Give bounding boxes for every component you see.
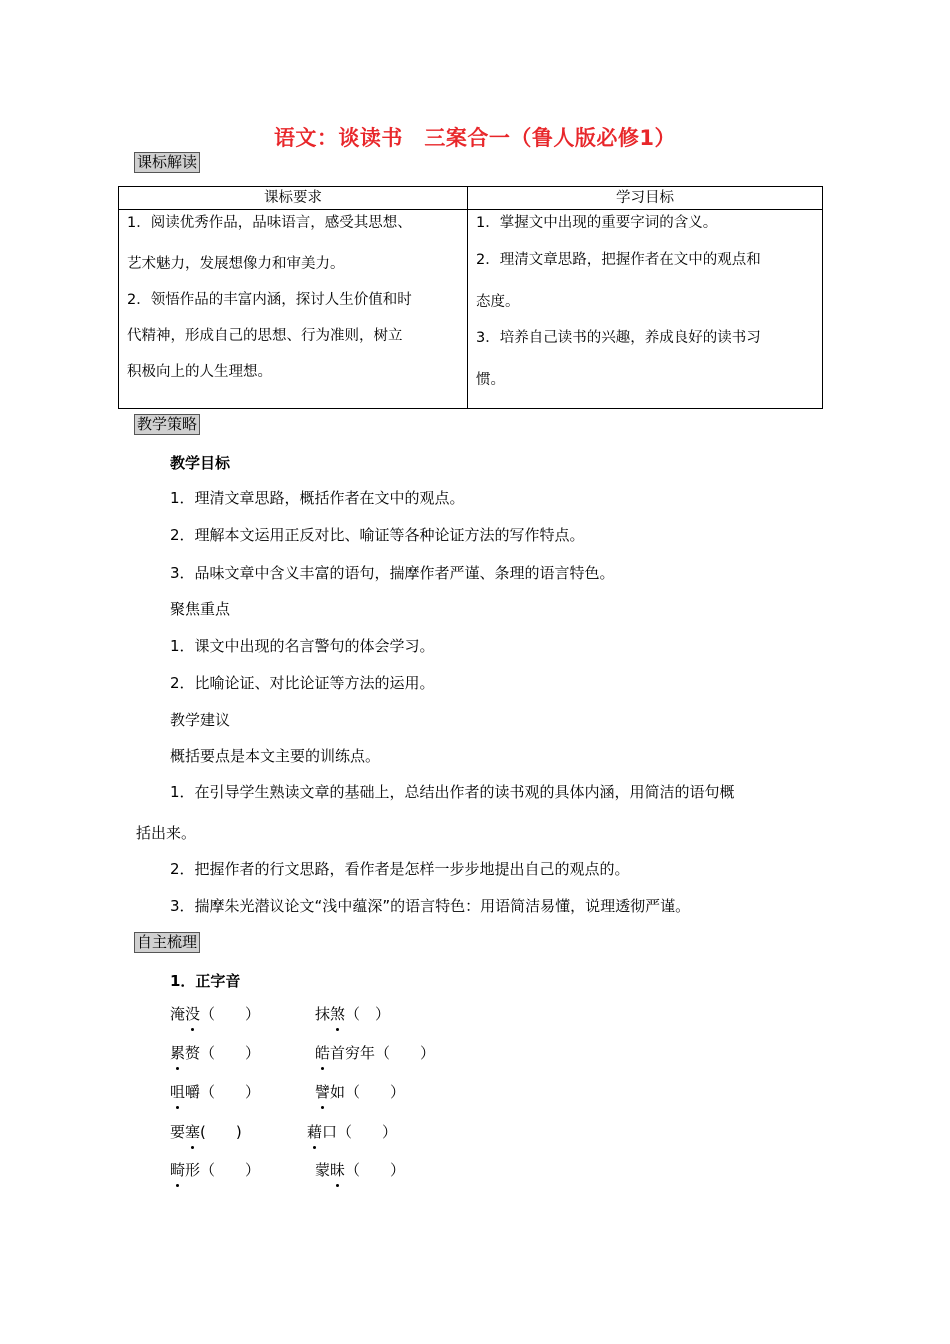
goal-heading: 教学目标 [170,454,231,472]
pronunciation-item: 累赘（ ） [170,1044,261,1062]
table-header-goals: 学习目标 [468,187,823,210]
requirements-cell [119,210,468,409]
emphasis-dot-char: 塞 [185,1123,201,1141]
answer-blank[interactable]: （ ） [345,1005,391,1023]
focus-heading: 聚焦重点 [170,600,231,618]
section-tag-self-study: 自主梳理 [134,932,200,953]
requirement-line: 艺术魅力，发展想像力和审美力。 [127,256,345,272]
answer-blank[interactable]: （ ） [345,1161,406,1179]
emphasis-dot-char: 没 [185,1005,201,1023]
requirement-line: 1．阅读优秀作品，品味语言，感受其思想、 [127,215,412,231]
table-header-requirements: 课标要求 [119,187,468,210]
pronunciation-item: 咀嚼（ ） [170,1083,261,1101]
goal-line: 1．掌握文中出现的重要字词的含义。 [476,215,718,231]
emphasis-dot-char: 咀 [170,1083,186,1101]
advice-intro: 概括要点是本文主要的训练点。 [170,747,381,765]
goals-cell [468,210,823,409]
advice-item: 3．揣摩朱光潜议论文“浅中蕴深”的语言特色：用语简洁易懂，说理透彻严谨。 [170,897,691,915]
requirement-line: 2．领悟作品的丰富内涵，探讨人生价值和时 [127,292,412,308]
answer-blank[interactable]: （ ） [345,1083,406,1101]
section-tag-curriculum: 课标解读 [134,152,200,173]
teaching-goal: 1．理清文章思路，概括作者在文中的观点。 [170,489,465,507]
emphasis-dot-char: 皓 [315,1044,331,1062]
advice-heading: 教学建议 [170,711,231,729]
answer-blank[interactable]: （ ） [337,1123,398,1141]
pronunciation-item: 譬如（ ） [315,1083,406,1101]
teaching-goal: 2．理解本文运用正反对比、喻证等各种论证方法的写作特点。 [170,526,585,544]
emphasis-dot-char: 譬 [315,1083,331,1101]
document-title: 语文：谈读书 三案合一（鲁人版必修1） [273,126,677,150]
pronunciation-item: 要塞( ) [170,1123,242,1141]
pronunciation-item: 皓首穷年（ ） [315,1044,436,1062]
answer-blank[interactable]: （ ） [200,1083,261,1101]
goal-line: 2．理清文章思路，把握作者在文中的观点和 [476,252,761,268]
pronunciation-item: 淹没（ ） [170,1005,261,1023]
requirement-line: 代精神，形成自己的思想、行为准则，树立 [127,328,403,344]
teaching-goal: 3．品味文章中含义丰富的语句，揣摩作者严谨、条理的语言特色。 [170,564,615,582]
section-tag-strategy: 教学策略 [134,414,200,435]
focus-item: 2．比喻论证、对比论证等方法的运用。 [170,674,435,692]
answer-blank[interactable]: （ ） [200,1161,261,1179]
advice-item: 1．在引导学生熟读文章的基础上，总结出作者的读书观的具体内涵，用简洁的语句概 [170,783,735,801]
answer-blank[interactable]: （ ） [200,1044,261,1062]
requirement-line: 积极向上的人生理想。 [127,364,272,380]
pronunciation-item: 畸形（ ） [170,1161,261,1179]
advice-item-continued: 括出来。 [136,824,197,842]
emphasis-dot-char: 藉 [307,1123,323,1141]
advice-item: 2．把握作者的行文思路，看作者是怎样一步步地提出自己的观点的。 [170,860,630,878]
emphasis-dot-char: 畸 [170,1161,186,1179]
pronunciation-item: 蒙昧（ ） [315,1161,406,1179]
goal-line: 3．培养自己读书的兴趣，养成良好的读书习 [476,330,761,346]
goal-line: 态度。 [476,294,520,310]
emphasis-dot-char: 昧 [330,1161,346,1179]
pronunciation-item: 藉口（ ） [307,1123,398,1141]
emphasis-dot-char: 煞 [330,1005,346,1023]
pronunciation-item: 抹煞（ ） [315,1005,391,1023]
curriculum-table [118,186,823,409]
goal-line: 惯。 [476,372,505,388]
pronunciation-heading: 1．正字音 [170,972,241,990]
emphasis-dot-char: 累 [170,1044,186,1062]
answer-blank[interactable]: （ ） [375,1044,436,1062]
focus-item: 1．课文中出现的名言警句的体会学习。 [170,637,435,655]
answer-blank[interactable]: （ ） [200,1005,261,1023]
answer-blank[interactable]: ( ) [200,1123,242,1141]
